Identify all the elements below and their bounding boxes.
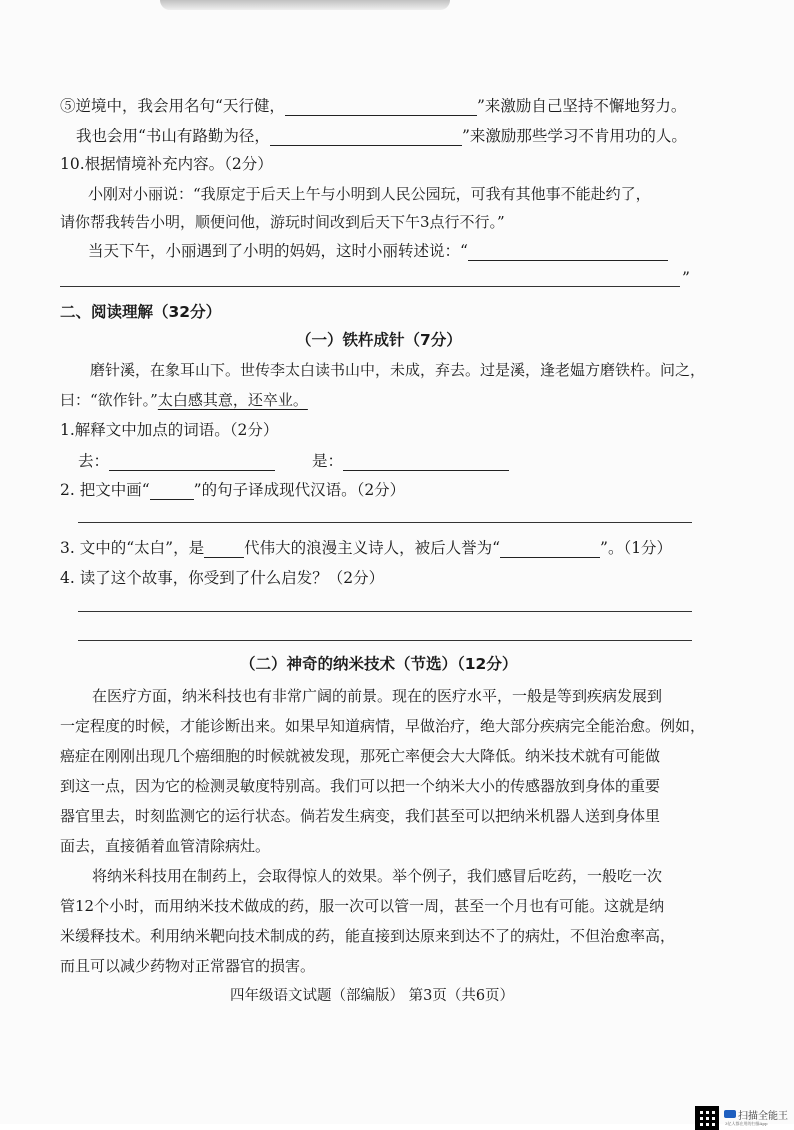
answer-blank[interactable] <box>270 129 462 146</box>
camscanner-logo-icon <box>724 1110 736 1118</box>
q10-close-quote: ” <box>682 269 690 287</box>
passage2-line2: 一定程度的时候，才能诊断出来。如果早知道病情，早做治疗，绝大部分疾病完全能治愈。例如， <box>60 717 706 735</box>
passage2-line7: 将纳米科技用在制药上，会取得惊人的效果。举个例子，我们感冒后吃药，一般吃一次 <box>92 867 663 885</box>
q9-item5-text-a: ⑤逆境中，我会用名句“天行健， <box>60 97 285 115</box>
passage2-title: （二）神奇的纳米技术（节选）（12分） <box>240 655 518 673</box>
scan-smudge <box>160 0 450 10</box>
passage2-line4: 到这一点，因为它的检测灵敏度特别高。我们可以把一个纳米大小的传感器放到身体的重要 <box>60 777 661 795</box>
q9-item5-line1 <box>60 96 686 116</box>
p1-q3-text-b: 代伟大的浪漫主义诗人，被后人誉为“ <box>244 539 501 557</box>
passage1-quote: 曰：“欲作针。” <box>60 391 158 409</box>
passage1-title: （一）铁杵成针（7分） <box>296 331 462 349</box>
passage2-line8: 管12个小时，而用纳米技术做成的药，服一次可以管一周，甚至一个月也有可能。这就是纳 <box>60 897 665 915</box>
page-footer: 四年级语文试题（部编版） 第3页（共6页） <box>230 988 515 1004</box>
q9-item5-text-c: 我也会用“书山有路勤为径， <box>76 127 270 145</box>
passage2-line10: 而且可以减少药物对正常器官的损害。 <box>60 957 316 975</box>
answer-blank[interactable] <box>285 99 477 116</box>
qr-code-icon <box>695 1106 719 1130</box>
p1-q3-text-a: 3. 文中的“太白”，是 <box>60 539 205 557</box>
p1-q2-text-b: ”的句子译成现代汉语。（2分） <box>193 481 406 499</box>
passage2-line3: 癌症在刚刚出现几个癌细胞的时候就被发现，那死亡率便会大大降低。纳米技术就有可能做 <box>60 747 661 765</box>
scanner-brand-sub: 3亿人都在用的扫描App <box>725 1121 768 1126</box>
answer-blank[interactable] <box>343 454 509 471</box>
answer-blank[interactable] <box>500 541 600 558</box>
p1-q3-text-c: ”。（1分） <box>600 539 673 557</box>
answer-blank[interactable] <box>109 454 275 471</box>
p1-question-1: 1.解释文中加点的词语。（2分） <box>60 421 279 439</box>
passage2-line1: 在医疗方面，纳米科技也有非常广阔的前景。现在的医疗水平，一般是等到疾病发展到 <box>92 687 663 705</box>
p1-q1-answer-qu <box>78 451 275 471</box>
answer-line[interactable] <box>60 286 680 287</box>
p1-question-2 <box>60 480 405 500</box>
passage2-line5: 器官里去，时刻监测它的运行状态。倘若发生病变，我们甚至可以把纳米机器人送到身体里 <box>60 807 661 825</box>
answer-blank <box>150 483 194 500</box>
answer-blank[interactable] <box>468 244 668 261</box>
p1-q1-label-b: 是： <box>312 452 344 470</box>
q10-prompt-text: 当天下午，小丽遇到了小明的妈妈，这时小丽转述说：“ <box>88 242 468 260</box>
answer-blank[interactable] <box>204 541 244 558</box>
answer-line[interactable] <box>78 522 692 523</box>
p1-q1-answer-shi <box>312 451 509 471</box>
answer-line[interactable] <box>78 611 692 612</box>
section2-title: 二、阅读理解（32分） <box>60 303 222 321</box>
q10-paragraph-line2: 请你帮我转告小明，顺便问他，游玩时间改到后天下午3点行不行。” <box>60 213 505 231</box>
passage2-line6: 面去，直接循着血管清除病灶。 <box>60 837 271 855</box>
p1-question-3 <box>60 538 672 558</box>
q9-item5-text-d: ”来激励那些学习不肯用功的人。 <box>461 127 687 145</box>
p1-q2-text-a: 2. 把文中画“ <box>60 481 150 499</box>
passage2-line9: 米缓释技术。利用纳米靶向技术制成的药，能直接到达原来到达不了的病灶，不但治愈率高， <box>60 927 676 945</box>
q10-paragraph-line1: 小刚对小丽说：“我原定于后天上午与小明到人民公园玩，可我有其他事不能赴约了， <box>88 185 651 203</box>
p1-q1-label-a: 去： <box>78 452 110 470</box>
q10-prompt <box>88 241 668 261</box>
q9-item5-text-b: ”来激励自己坚持不懈地努力。 <box>476 97 687 115</box>
passage1-line2 <box>60 390 308 410</box>
passage1-line1: 磨针溪，在象耳山下。世传李太白读书山中，未成，弃去。过是溪，逢老媪方磨铁杵。问之， <box>90 361 706 379</box>
q10-title: 10.根据情境补充内容。（2分） <box>60 155 273 173</box>
p1-question-4: 4. 读了这个故事，你受到了什么启发？（2分） <box>60 569 385 587</box>
q9-item5-line2 <box>76 126 687 146</box>
answer-line[interactable] <box>78 640 692 641</box>
passage1-underlined-sentence: 太白感其意，还卒业。 <box>157 391 308 409</box>
scanner-brand: 扫描全能王 <box>738 1111 788 1122</box>
